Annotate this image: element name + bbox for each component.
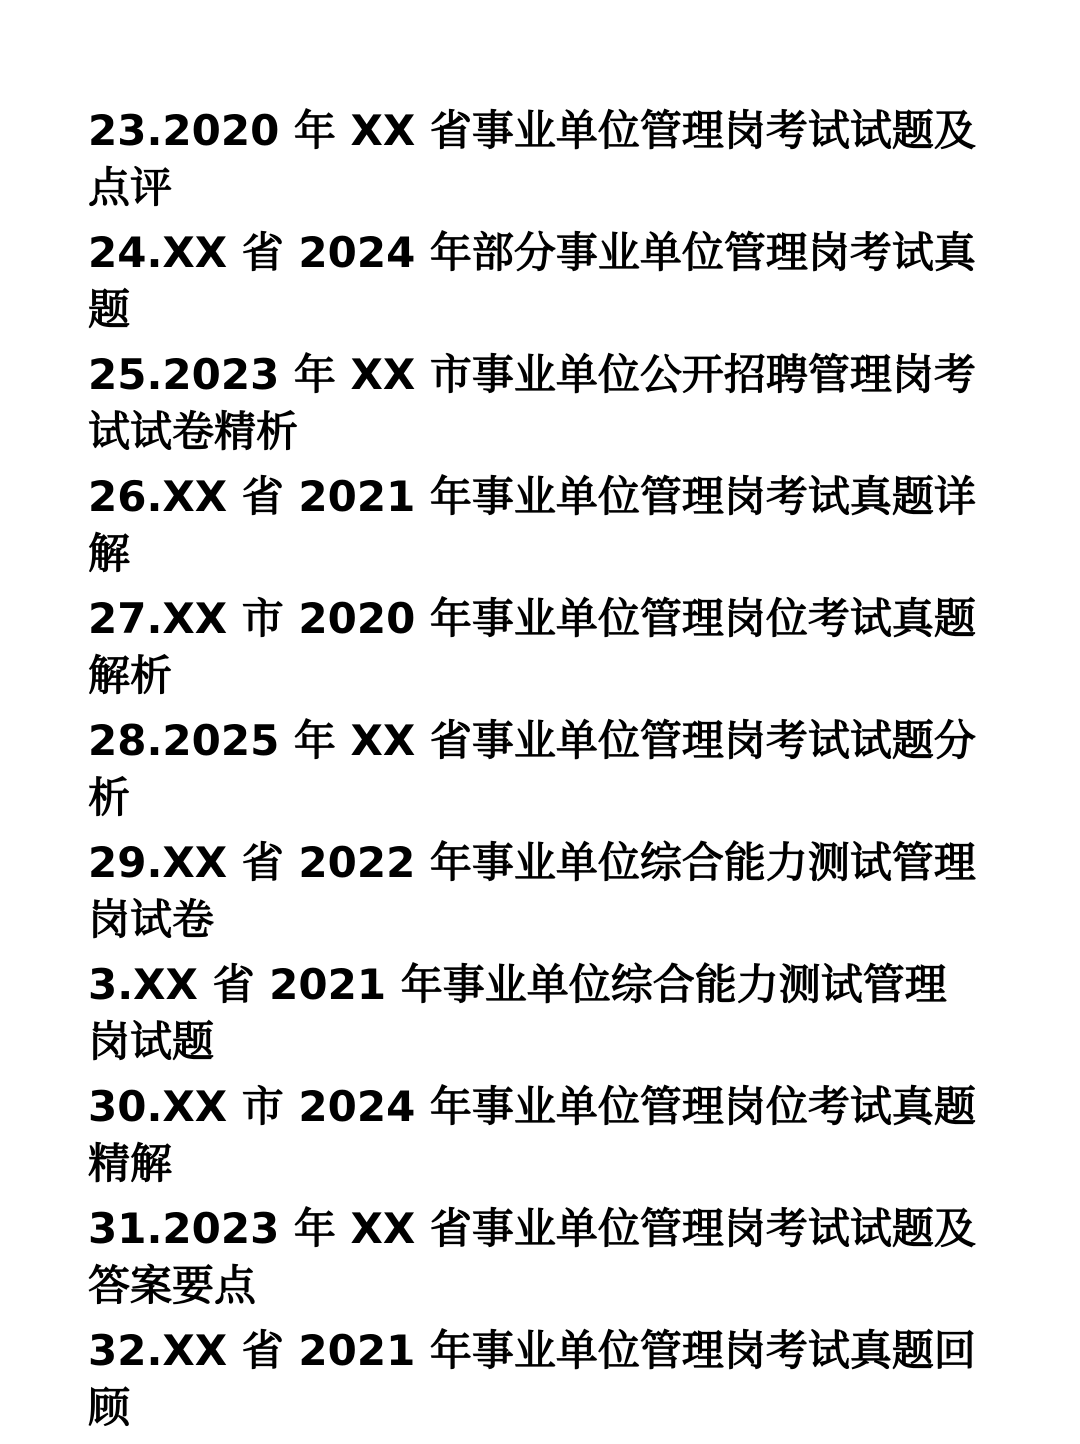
list-item: 24.XX 省 2024 年部分事业单位管理岗考试真题	[88, 228, 976, 334]
exam-title-list	[88, 102, 988, 1444]
list-item: 32.XX 省 2021 年事业单位管理岗考试真题回顾	[88, 1326, 976, 1432]
list-item: 3.XX 省 2021 年事业单位综合能力测试管理岗试题	[88, 960, 947, 1066]
list-item: 26.XX 省 2021 年事业单位管理岗考试真题详解	[88, 472, 976, 578]
list-item: 31.2023 年 XX 省事业单位管理岗考试试题及答案要点	[88, 1204, 976, 1310]
list-item: 27.XX 市 2020 年事业单位管理岗位考试真题解析	[88, 594, 976, 700]
list-item: 23.2020 年 XX 省事业单位管理岗考试试题及点评	[88, 106, 976, 212]
list-item: 25.2023 年 XX 市事业单位公开招聘管理岗考试试卷精析	[88, 350, 976, 456]
list-item: 28.2025 年 XX 省事业单位管理岗考试试题分析	[88, 716, 976, 822]
list-item: 29.XX 省 2022 年事业单位综合能力测试管理岗试卷	[88, 838, 976, 944]
list-item: 30.XX 市 2024 年事业单位管理岗位考试真题精解	[88, 1082, 976, 1188]
